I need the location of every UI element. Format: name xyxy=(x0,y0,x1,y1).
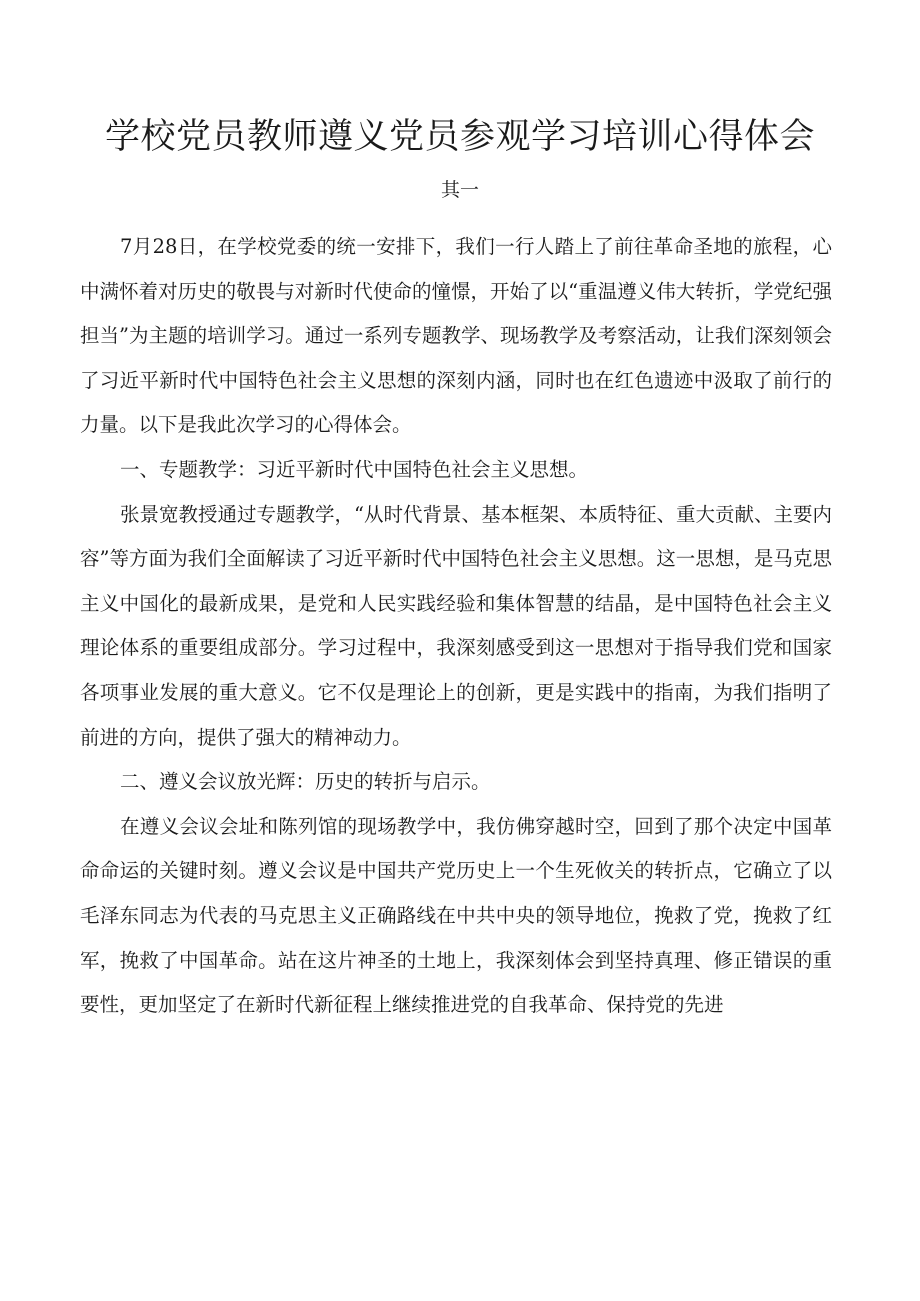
section-1-paragraph: 张景宽教授通过专题教学，“从时代背景、基本框架、本质特征、重大贡献、主要内容”等方面为我们全面解读了习近平新时代中国特色社会主义思想。这一思想，是马克思主义中国化的最新成果，是党和人民实践经验和集体智慧的结晶，是中国特色社会主义理论体系的重要组成部分。学习过程中，我深刻感受到这一思想对于指导我们党和国家各项事业发展的重大意义。它不仅是理论上的创新，更是实践中的指南，为我们指明了前进的方向，提供了强大的精神动力。 xyxy=(80,502,832,749)
section-2-paragraph: 在遵义会议会址和陈列馆的现场教学中，我仿佛穿越时空，回到了那个决定中国革命命运的关键时刻。遵义会议是中国共产党历史上一个生死攸关的转折点，它确立了以毛泽东同志为代表的马克思主义正确路线在中共中央的领导地位，挽救了党，挽救了红军，挽救了中国革命。站在这片神圣的土地上，我深刻体会到坚持真理、修正错误的重要性，更加坚定了在新时代新征程上继续推进党的自我革命、保持党的先进 xyxy=(80,814,832,1017)
document-title: 学校党员教师遵义党员参观学习培训心得体会 xyxy=(104,117,815,157)
section-heading-2: 二、遵义会议放光辉：历史的转折与启示。 xyxy=(120,770,491,794)
intro-paragraph: 7月28日，在学校党委的统一安排下，我们一行人踏上了前往革命圣地的旅程，心中满怀着对历史的敬畏与对新时代使命的憧憬，开始了以“重温遵义伟大转折，学党纪强担当”为主题的培训学习。通过一系列专题教学、现场教学及考察活动，让我们深刻领会了习近平新时代中国特色社会主义思想的深刻内涵，同时也在红色遗迹中汲取了前行的力量。以下是我此次学习的心得体会。 xyxy=(80,235,832,437)
document-body xyxy=(80,225,832,1028)
document-subtitle: 其一 xyxy=(440,179,479,201)
section-heading-1: 一、专题教学：习近平新时代中国特色社会主义思想。 xyxy=(120,457,589,481)
